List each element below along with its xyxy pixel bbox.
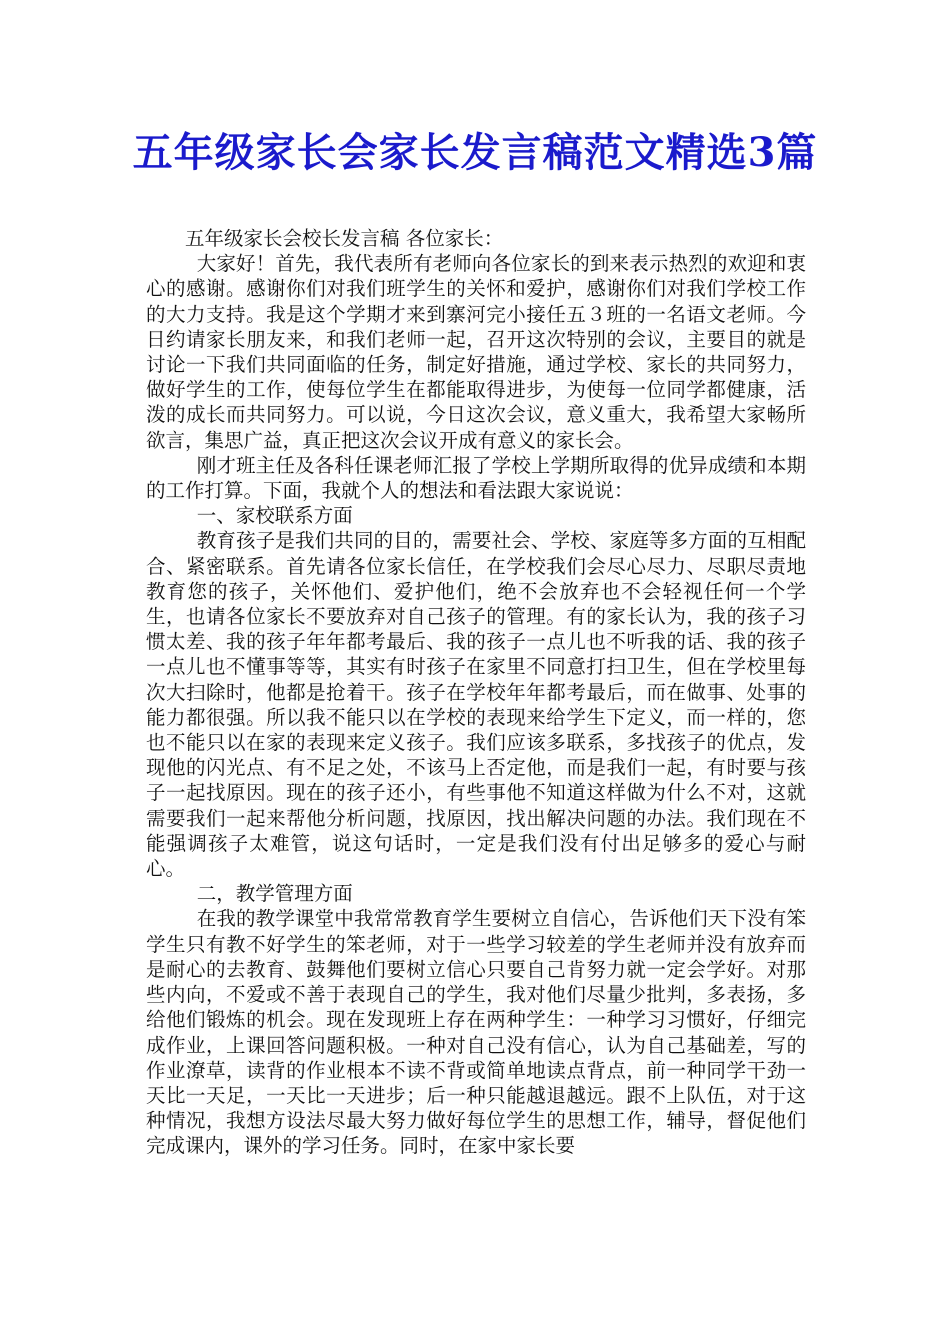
document-title: 五年级家长会家长发言稿范文精选3篇 (132, 129, 818, 176)
section-heading: 一、家校联系方面 (196, 504, 353, 528)
paragraph-lead: 五年级家长会校长发言稿 各位家长： (185, 227, 504, 250)
section-heading: 二，教学管理方面 (196, 882, 353, 906)
paragraph: 刚才班主任及各科任课老师汇报了学校上学期所取得的优异成绩和本期的工作打算。下面，我就个人的想法和看法跟大家说说： (146, 453, 806, 503)
paragraph: 在我的教学课堂中我常常教育学生要树立自信心，告诉他们天下没有笨学生只有教不好学生的笨老师，对于一些学习较差的学生老师并没有放弃而是耐心的去教育、鼓舞他们要树立信心只要自己肯努力就一定会学好。对那些内向，不爱或不善于表现自己的学生，我对他们尽量少批判，多表扬，多给他们锻炼的机会。现在发现班上存在两种学生：一种学习习惯好，仔细完成作业，上课回答问题积极。一种对自己没有信心，认为自己基础差，写的作业潦草，读背的作业根本不读不背或简单地读点背点，前一种同学干劲一天比一天足，一天比一天进步；后一种只能越退越远。跟不上队伍，对于这种情况，我想方设法尽最大努力做好每位学生的思想工作，辅导，督促他们完成课内，课外的学习任务。同时，在家中家长要 (146, 907, 806, 1158)
paragraph: 大家好！首先，我代表所有老师向各位家长的到来表示热烈的欢迎和衷心的感谢。感谢你们对我们班学生的关怀和爱护，感谢你们对我们学校工作的大力支持。我是这个学期才来到寨河完小接任五３班的一名语文老师。今日约请家长朋友来，和我们老师一起，召开这次特别的会议，主要目的就是讨论一下我们共同面临的任务，制定好措施，通过学校、家长的共同努力，做好学生的工作，使每位学生在都能取得进步，为使每一位同学都健康，活泼的成长而共同努力。可以说，今日这次会议，意义重大，我希望大家畅所欲言，集思广益，真正把这次会议开成有意义的家长会。 (146, 252, 806, 452)
document-body (146, 226, 806, 1159)
paragraph: 教育孩子是我们共同的目的，需要社会、学校、家庭等多方面的互相配合、紧密联系。首先请各位家长信任，在学校我们会尽心尽力、尽职尽责地教育您的孩子，关怀他们、爱护他们，绝不会放弃也不会轻视任何一个学生，也请各位家长不要放弃对自己孩子的管理。有的家长认为，我的孩子习惯太差、我的孩子年年都考最后、我的孩子一点儿也不听我的话、我的孩子一点儿也不懂事等等，其实有时孩子在家里不同意打扫卫生，但在学校里每次大扫除时，他都是抢着干。孩子在学校年年都考最后，而在做事、处事的能力都很强。所以我不能只以在学校的表现来给学生下定义，而一样的，您也不能只以在家的表现来定义孩子。我们应该多联系，多找孩子的优点，发现他的闪光点、有不足之处，不该马上否定他，而是我们一起，有时要与孩子一起找原因。现在的孩子还小，有些事他不知道这样做为什么不对，这就需要我们一起来帮他分析问题，找原因，找出解决问题的办法。我们现在不能强调孩子太难管，说这句话时，一定是我们没有付出足够多的爱心与耐心。 (146, 529, 806, 881)
